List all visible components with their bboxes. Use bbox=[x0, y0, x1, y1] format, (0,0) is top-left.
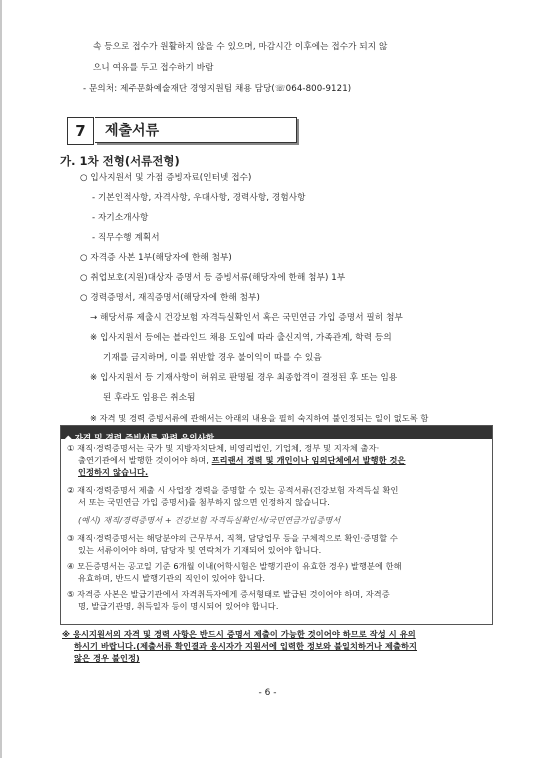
notice-header bbox=[61, 426, 492, 444]
contact-line: - 문의처: 제주문화예술재단 경영지원팀 채용 담당(☏064-800-9121) bbox=[83, 84, 352, 94]
warning-line: ※ 응시지원서의 자격 및 경력 사항은 반드시 증명서 제출이 가능한 것이어야 하므로 작성 시 유의 bbox=[62, 629, 416, 639]
list-item: ○ 자격증 사본 1부(해당자에 한해 첨부) bbox=[80, 253, 232, 263]
page-number: - 6 - bbox=[258, 688, 277, 698]
list-item: ※ 입사지원서 등에는 블라인드 채용 도입에 따라 출신지역, 가족관계, 학력 등의 bbox=[90, 333, 392, 343]
notice-line: ① 재직·경력증명서는 국가 및 지방자치단체, 비영리법인, 기업체, 정부 및 지자체 출자· bbox=[67, 443, 380, 453]
notice-box bbox=[60, 425, 493, 625]
list-item: - 기본인적사항, 자격사항, 우대사항, 경력사항, 경험사항 bbox=[92, 193, 306, 203]
list-item: ※ 자격 및 경력 증빙서류에 관해서는 아래의 내용을 필히 숙지하여 불인정되는 일이 없도록 함 bbox=[90, 413, 429, 423]
list-item: ※ 입사지원서 등 기재사항이 허위로 판명될 경우 최종합격이 결정된 후 또는 임용 bbox=[90, 373, 398, 383]
notice-line bbox=[78, 454, 406, 466]
list-item: ○ 경력증명서, 재직증명서(해당자에 한해 첨부) bbox=[80, 293, 260, 303]
warning-line: 않은 경우 불인정) bbox=[74, 653, 140, 663]
notice-bold-line: 인정하지 않습니다. bbox=[78, 467, 149, 477]
list-item: 된 후라도 임용은 취소됨 bbox=[103, 393, 196, 403]
notice-line: ⑤ 자격증 사본은 발급기관에서 자격취득자에게 증서형태로 발급된 것이어야 하며, 자격증 bbox=[67, 589, 390, 599]
list-item: 기재를 금지하며, 이를 위반할 경우 불이익이 따를 수 있음 bbox=[103, 353, 322, 363]
list-item: ○ 입사지원서 및 가점 증빙자료(인터넷 접수) bbox=[80, 173, 252, 183]
page-edge bbox=[0, 0, 2, 758]
section-heading bbox=[67, 117, 299, 145]
section-number: 7 bbox=[67, 117, 94, 145]
text-line: 으니 여유를 두고 접수하기 바람 bbox=[93, 63, 214, 73]
list-item: → 해당서류 제출시 건강보험 자격득실확인서 혹은 국민연금 가입 증명서 필히 첨부 bbox=[90, 313, 403, 323]
notice-line: 서 또는 국민연금 가입 증명서)를 첨부하지 않으면 인정하지 않습니다. bbox=[78, 497, 330, 507]
subsection-title: 가. 1차 전형(서류전형) bbox=[60, 154, 180, 168]
text-line: 속 등으로 접수가 원활하지 않을 수 있으며, 마감시간 이후에는 접수가 되지 않 bbox=[93, 42, 388, 52]
notice-example: (예시) 재직/경력증명서 + 건강보험 자격득실확인서/국민연금가입증명서 bbox=[78, 515, 341, 525]
list-item: - 자기소개사항 bbox=[92, 213, 149, 223]
notice-header-text: ◆ 자격 및 경력 증빙서류 관련 유의사항 bbox=[65, 434, 215, 444]
notice-bold-text: 프리랜서 경력 및 개인이나 임의단체에서 발행한 것은 bbox=[211, 455, 406, 465]
notice-line: ④ 모든증명서는 공고일 기준 6개월 이내(어학시험은 발행기관이 유효한 경우) 발행분에 한해 bbox=[67, 561, 402, 571]
notice-text: 출연기관에서 발행한 것이어야 하며, bbox=[78, 455, 209, 465]
notice-line: 유효하며, 반드시 발행기관의 직인이 있어야 합니다. bbox=[78, 573, 266, 583]
notice-line: ③ 재직·경력증명서는 해당분야의 근무부서, 직책, 담당업무 등을 구체적으로 확인·증명할 수 bbox=[67, 533, 398, 543]
list-item: - 직무수행 계획서 bbox=[92, 233, 160, 243]
list-item: ○ 취업보호(지원)대상자 증명서 등 증빙서류(해당자에 한해 첨부) 1부 bbox=[80, 273, 346, 283]
section-title: 제출서류 bbox=[95, 117, 297, 143]
warning-line: 하시기 바랍니다.(제출서류 확인결과 응시자가 지원서에 입력한 정보와 불일치하거나 제출하지 bbox=[74, 641, 418, 651]
notice-line: 명, 발급기관명, 취득일자 등이 명시되어 있어야 합니다. bbox=[78, 601, 279, 611]
notice-line: ② 재직·경력증명서 제출 시 사업장 경력을 증명할 수 있는 공적서류(건강보험 자격득실 확인 bbox=[67, 485, 399, 495]
notice-line: 있는 서류이어야 하며, 담당자 및 연락처가 기재되어 있어야 합니다. bbox=[78, 545, 322, 555]
